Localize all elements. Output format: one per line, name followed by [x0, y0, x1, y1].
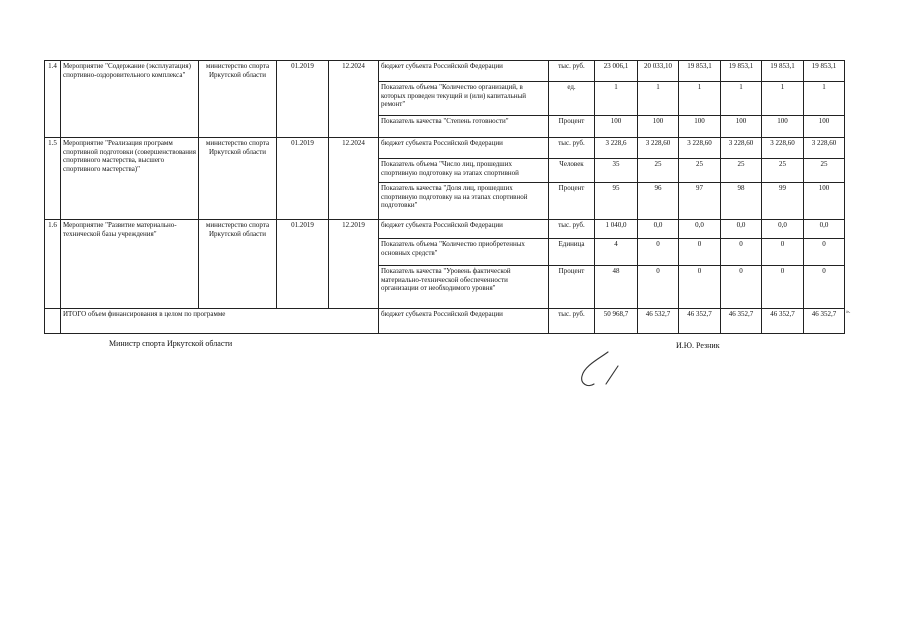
start-date: 01.2019: [277, 220, 329, 309]
value-cell: 98: [721, 183, 762, 220]
value-cell: 1 040,0: [595, 220, 638, 239]
value-cell: 0: [721, 239, 762, 266]
value-cell: 1: [595, 82, 638, 116]
program-table: [44, 60, 845, 334]
value-cell: 0: [638, 239, 679, 266]
unit: Процент: [549, 183, 595, 220]
value-cell: 100: [762, 116, 804, 138]
value-cell: 99: [762, 183, 804, 220]
minister-title: Министр спорта Иркутской области: [109, 339, 233, 348]
value-cell: 1: [804, 82, 845, 116]
value-cell: 95: [595, 183, 638, 220]
total-unit: тыс. руб.: [549, 309, 595, 334]
indicator-name: бюджет субъекта Российской Федерации: [379, 220, 549, 239]
value-cell: 1: [679, 82, 721, 116]
value-cell: 20 033,10: [638, 61, 679, 82]
indicator-name: Показатель качества "Доля лиц, прошедших спортивную подготовку на на этапах спортивной подготовки": [379, 183, 549, 220]
total-value-cell: 46 352,7: [804, 309, 845, 334]
value-cell: 19 853,1: [679, 61, 721, 82]
value-cell: 19 853,1: [721, 61, 762, 82]
value-cell: 0: [804, 239, 845, 266]
total-value-cell: 46 532,7: [638, 309, 679, 334]
value-cell: 100: [638, 116, 679, 138]
event-name: Мероприятие "Реализация программ спортивной подготовки (совершенствования спортивного мастерства, высшего спортивного мастерства)": [61, 138, 199, 220]
value-cell: 0,0: [762, 220, 804, 239]
value-cell: 3 228,60: [804, 138, 845, 159]
value-cell: 100: [679, 116, 721, 138]
unit: тыс. руб.: [549, 61, 595, 82]
executor: министерство спорта Иркутской области: [199, 220, 277, 309]
value-cell: 97: [679, 183, 721, 220]
value-cell: 0,0: [721, 220, 762, 239]
unit: ед.: [549, 82, 595, 116]
start-date: 01.2019: [277, 138, 329, 220]
executor: министерство спорта Иркутской области: [199, 61, 277, 138]
value-cell: 35: [595, 159, 638, 183]
row-number: 1.6: [45, 220, 61, 309]
value-cell: 0: [638, 266, 679, 309]
total-value-cell: 50 968,7: [595, 309, 638, 334]
row-number: 1.4: [45, 61, 61, 138]
table-row: [45, 61, 845, 82]
event-name: Мероприятие "Развитие материально-технической базы учреждения": [61, 220, 199, 309]
value-cell: 1: [721, 82, 762, 116]
value-cell: 100: [595, 116, 638, 138]
value-cell: 3 228,60: [721, 138, 762, 159]
value-cell: 48: [595, 266, 638, 309]
value-cell: 25: [762, 159, 804, 183]
indicator-name: Показатель объема "Число лиц, прошедших спортивную подготовку на этапах спортивной: [379, 159, 549, 183]
end-date: 12.2024: [329, 61, 379, 138]
value-cell: 19 853,1: [762, 61, 804, 82]
total-value-cell: 46 352,7: [679, 309, 721, 334]
signer-name: И.Ю. Резник: [676, 341, 720, 350]
value-cell: 1: [762, 82, 804, 116]
executor: министерство спорта Иркутской области: [199, 138, 277, 220]
value-cell: 25: [638, 159, 679, 183]
start-date: 01.2019: [277, 61, 329, 138]
unit: Процент: [549, 116, 595, 138]
value-cell: 25: [721, 159, 762, 183]
indicator-name: Показатель объема "Количество организаций, в которых проведен текущий и (или) капитальный ремонт": [379, 82, 549, 116]
table-body: [45, 61, 845, 334]
total-number: [45, 309, 61, 334]
value-cell: 100: [721, 116, 762, 138]
table-row: [45, 220, 845, 239]
value-cell: 96: [638, 183, 679, 220]
value-cell: 100: [804, 116, 845, 138]
value-cell: 0: [721, 266, 762, 309]
event-name: Мероприятие "Содержание (эксплуатация) спортивно-оздоровительного комплекса": [61, 61, 199, 138]
value-cell: 0,0: [638, 220, 679, 239]
value-cell: 1: [638, 82, 679, 116]
total-value-cell: 46 352,7: [762, 309, 804, 334]
value-cell: 0: [679, 266, 721, 309]
value-cell: 0: [804, 266, 845, 309]
value-cell: 25: [679, 159, 721, 183]
unit: Процент: [549, 266, 595, 309]
value-cell: 19 853,1: [804, 61, 845, 82]
value-cell: 0,0: [679, 220, 721, 239]
unit: Единица: [549, 239, 595, 266]
row-number: 1.5: [45, 138, 61, 220]
end-date: 12.2019: [329, 220, 379, 309]
unit: тыс. руб.: [549, 138, 595, 159]
value-cell: 3 228,6: [595, 138, 638, 159]
value-cell: 25: [804, 159, 845, 183]
total-row: [45, 309, 845, 334]
value-cell: 0: [679, 239, 721, 266]
indicator-name: Показатель качества "Уровень фактической материально-технической обеспеченности организации от необходимого уровня": [379, 266, 549, 309]
table-row: [45, 138, 845, 159]
indicator-name: бюджет субъекта Российской Федерации: [379, 61, 549, 82]
value-cell: 0: [762, 266, 804, 309]
value-cell: 3 228,60: [638, 138, 679, 159]
value-cell: 23 006,1: [595, 61, 638, 82]
value-cell: 0: [762, 239, 804, 266]
total-indicator-name: бюджет субъекта Российской Федерации: [379, 309, 549, 334]
total-label: ИТОГО объем финансирования в целом по программе: [61, 309, 379, 334]
indicator-name: Показатель объема "Количество приобретенных основных средств": [379, 239, 549, 266]
closing-quote-mark: ».: [846, 309, 851, 315]
unit: Человек: [549, 159, 595, 183]
value-cell: 100: [804, 183, 845, 220]
indicator-name: Показатель качества "Степень готовности": [379, 116, 549, 138]
value-cell: 4: [595, 239, 638, 266]
value-cell: 0,0: [804, 220, 845, 239]
end-date: 12.2024: [329, 138, 379, 220]
value-cell: 3 228,60: [679, 138, 721, 159]
total-value-cell: 46 352,7: [721, 309, 762, 334]
value-cell: 3 228,60: [762, 138, 804, 159]
indicator-name: бюджет субъекта Российской Федерации: [379, 138, 549, 159]
handwritten-signature: [570, 350, 640, 395]
unit: тыс. руб.: [549, 220, 595, 239]
